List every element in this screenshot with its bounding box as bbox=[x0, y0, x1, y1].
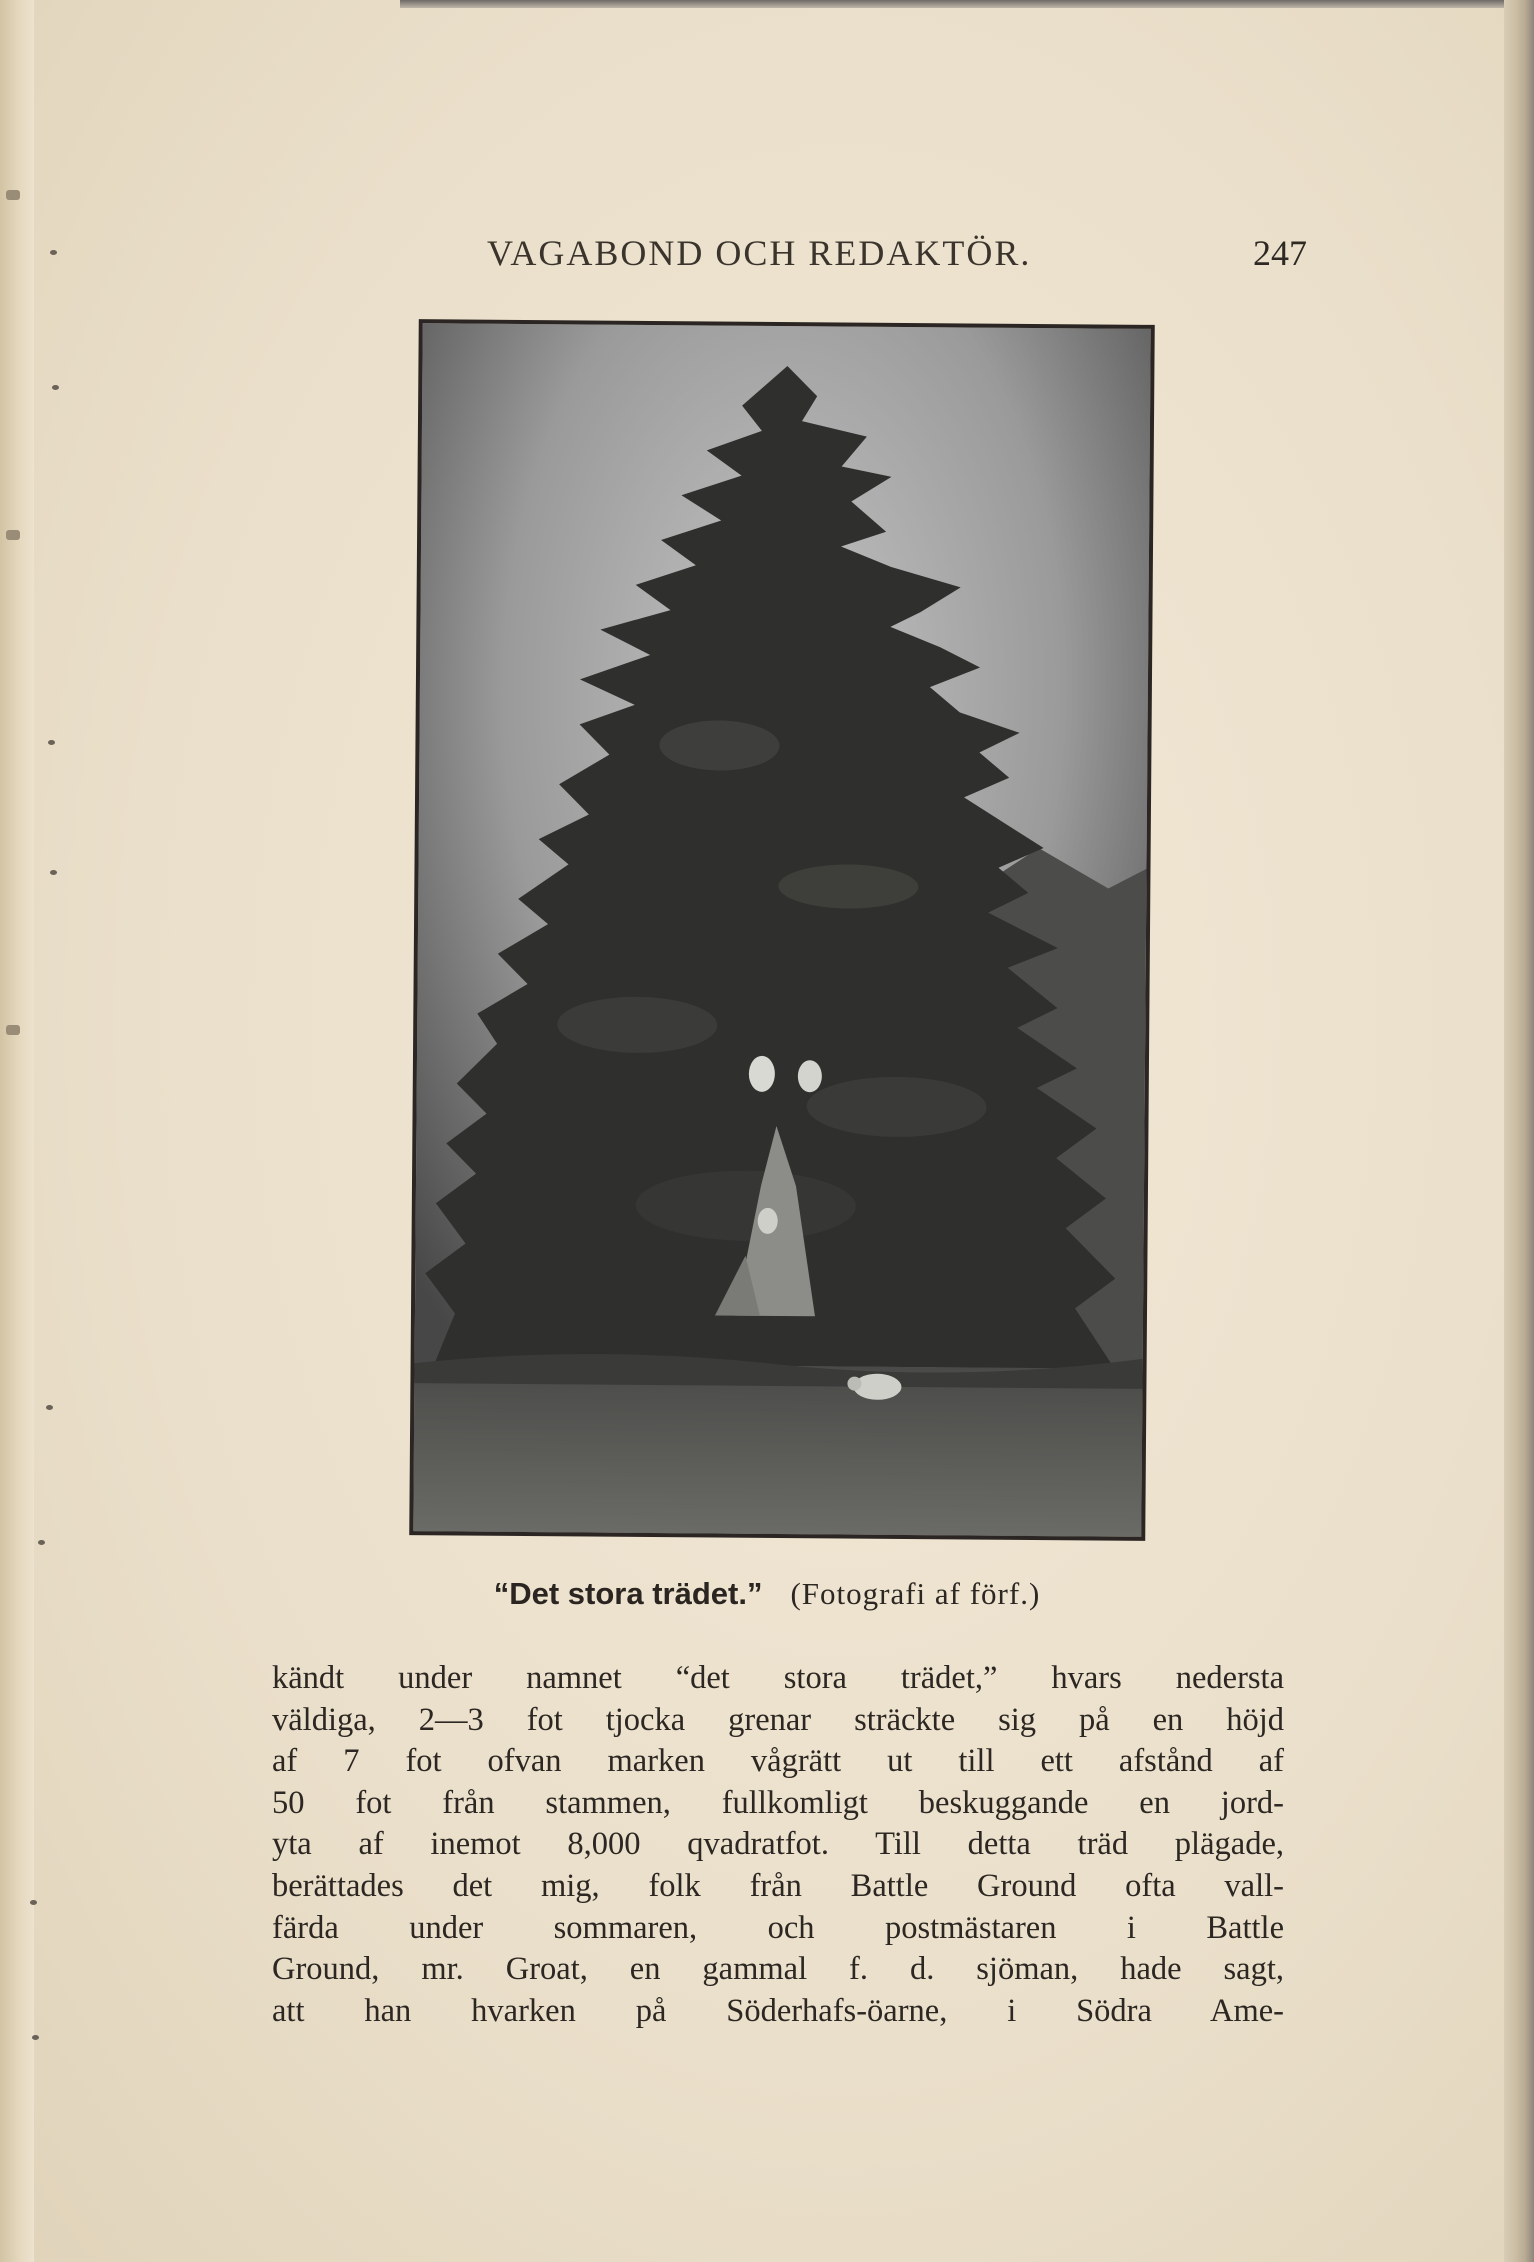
text-line: Ground, mr. Groat, en gammal f. d. sjöman, hade sagt, bbox=[272, 1951, 1284, 1988]
body-paragraph bbox=[272, 1658, 1284, 2032]
page-speck bbox=[48, 740, 55, 745]
page-number: 247 bbox=[1253, 233, 1307, 273]
page-speck bbox=[50, 870, 57, 875]
page-speck bbox=[50, 250, 57, 255]
binding-edge bbox=[0, 0, 34, 2262]
figure-caption bbox=[0, 1576, 1534, 1612]
page-right-edge bbox=[1504, 0, 1534, 2262]
page-header bbox=[487, 232, 1307, 282]
tree-image bbox=[413, 323, 1150, 1537]
text-line: väldiga, 2—3 fot tjocka grenar sträckte sig på en höjd bbox=[272, 1701, 1284, 1738]
page-speck bbox=[32, 2035, 39, 2040]
page-speck bbox=[52, 385, 59, 390]
running-head: VAGABOND OCH REDAKTÖR. bbox=[487, 233, 1032, 273]
text-line: kändt under namnet “det stora trädet,” hvars nedersta bbox=[272, 1660, 1284, 1696]
binding-stitch bbox=[6, 530, 20, 540]
page-speck bbox=[46, 1405, 53, 1410]
text-line: färda under sommaren, och postmästaren i Battle bbox=[272, 1909, 1284, 1946]
binding-stitch bbox=[6, 190, 20, 200]
page-speck bbox=[38, 1540, 45, 1545]
binding-stitch bbox=[6, 1025, 20, 1035]
page-speck bbox=[30, 1900, 37, 1905]
text-line: af 7 fot ofvan marken vågrätt ut till ett afstånd af bbox=[272, 1743, 1284, 1780]
ground bbox=[413, 1363, 1142, 1537]
tree-photograph bbox=[409, 319, 1155, 1541]
text-line: yta af inemot 8,000 qvadratfot. Till detta träd plägade, bbox=[272, 1826, 1284, 1863]
page-top-edge bbox=[400, 0, 1534, 8]
text-line: berättades det mig, folk från Battle Ground ofta vall- bbox=[272, 1867, 1284, 1904]
caption-credit: (Fotografi af förf.) bbox=[790, 1576, 1041, 1611]
text-line: 50 fot från stammen, fullkomligt beskuggande en jord- bbox=[272, 1784, 1284, 1821]
caption-title: “Det stora trädet.” bbox=[493, 1576, 763, 1611]
text-line: att han hvarken på Söderhafs-öarne, i Södra Ame- bbox=[272, 1992, 1284, 2029]
